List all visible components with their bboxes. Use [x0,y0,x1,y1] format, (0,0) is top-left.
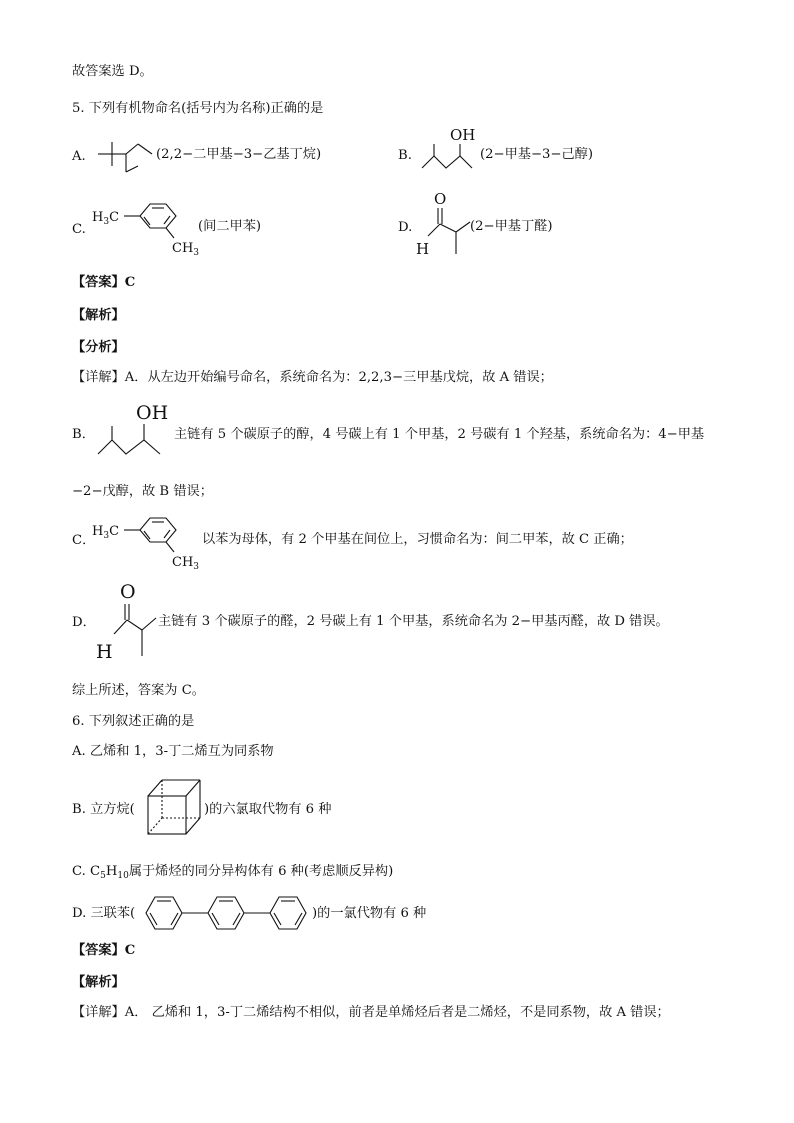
svg-text:CH3: $CH_3$ [172,241,200,258]
option-d-label: D. [398,220,413,235]
svg-text:H: H [96,641,113,663]
option-6-d-pre: D. 三联苯( [72,906,136,921]
option-6-a: A. 乙烯和 1，3-丁二烯互为同系物 [72,744,274,759]
option-a-label: A. [72,149,86,164]
svg-text:H3C: $H_3C$ [92,210,120,227]
xiangjie-5-c-label: C． [72,533,96,548]
option-b-label: B. [398,148,412,163]
option-d-name: (2−甲基丁醛) [470,219,553,234]
xiangjie-5-d-label: D． [72,615,96,630]
summary-5: 综上所述，答案为 C。 [72,683,205,698]
structure-d-aldehyde-2 [94,582,164,662]
structure-c-xylene [92,196,202,256]
oh-label: OH [450,126,476,144]
svg-text:CH3: $CH_3$ [172,555,200,572]
svg-text:O: O [434,190,447,208]
jiexi-5: 【解析】 [72,308,125,323]
option-a-name: (2,2−二甲基−3−乙基丁烷) [156,147,322,162]
xiangjie-5-c-text: 以苯为母体，有 2 个甲基在间位上，习惯命名为：间二甲苯，故 C 正确； [202,532,633,547]
xiangjie-6-a: 【详解】A． 乙烯和 1，3-丁二烯结构不相似，前者是单烯烃后者是二烯烃，不是同系物，故 A 错误； [72,1005,670,1020]
structure-c-xylene-2 [92,510,202,570]
svg-text:H3C: $H_3C$ [92,524,120,541]
fenxi-5: 【分析】 [72,340,125,355]
option-6-b-pre: B. 立方烷( [72,802,135,817]
structure-b-alcohol [420,126,480,176]
question-5-title: 5. 下列有机物命名(括号内为名称)正确的是 [72,101,324,116]
structure-d-aldehyde [414,190,474,260]
cubane-structure [144,776,206,840]
terphenyl-structure [144,893,314,933]
option-6-d-post: )的一氯代物有 6 种 [312,906,427,921]
option-b-name: (2−甲基−3−己醇) [480,147,593,162]
xiangjie-5-b-label: B． [72,427,95,442]
structure-b-alcohol-2 [96,402,174,462]
xiangjie-5-d-text: 主链有 3 个碳原子的醛，2 号碳上有 1 个甲基，系统命名为 2−甲基丙醛，故 D 错误。 [158,614,669,629]
answer-6: 【答案】C [72,943,136,958]
xiangjie-5-a: 【详解】A．从左边开始编号命名，系统命名为：2,2,3−三甲基戊烷，故 A 错误； [72,370,553,385]
option-c-label: C. [72,222,86,237]
option-c-name: (间二甲苯) [198,219,262,234]
xiangjie-5-b-cont: −2−戊醇，故 B 错误； [72,484,213,499]
svg-text:H: H [416,240,430,258]
option-6-b-post: )的六氯取代物有 6 种 [204,802,332,817]
answer-5: 【答案】C [72,275,136,290]
option-6-c: C. $C_5H_{10}$属于烯烃的同分异构体有 6 种(考虑顺反异构) [72,864,394,881]
structure-a-alkane [96,132,156,187]
jiexi-6: 【解析】 [72,975,125,990]
question-6-title: 6. 下列叙述正确的是 [72,714,195,729]
xiangjie-5-b-text: 主链有 5 个碳原子的醇，4 号碳上有 1 个甲基，2 号碳有 1 个羟基，系统命名为：4−甲基 [174,427,705,442]
svg-text:OH: OH [136,402,169,424]
svg-text:O: O [120,581,136,603]
text-line: 故答案选 D。 [72,64,153,79]
formula-c5h10: $C_5H_{10}$ [90,864,129,881]
